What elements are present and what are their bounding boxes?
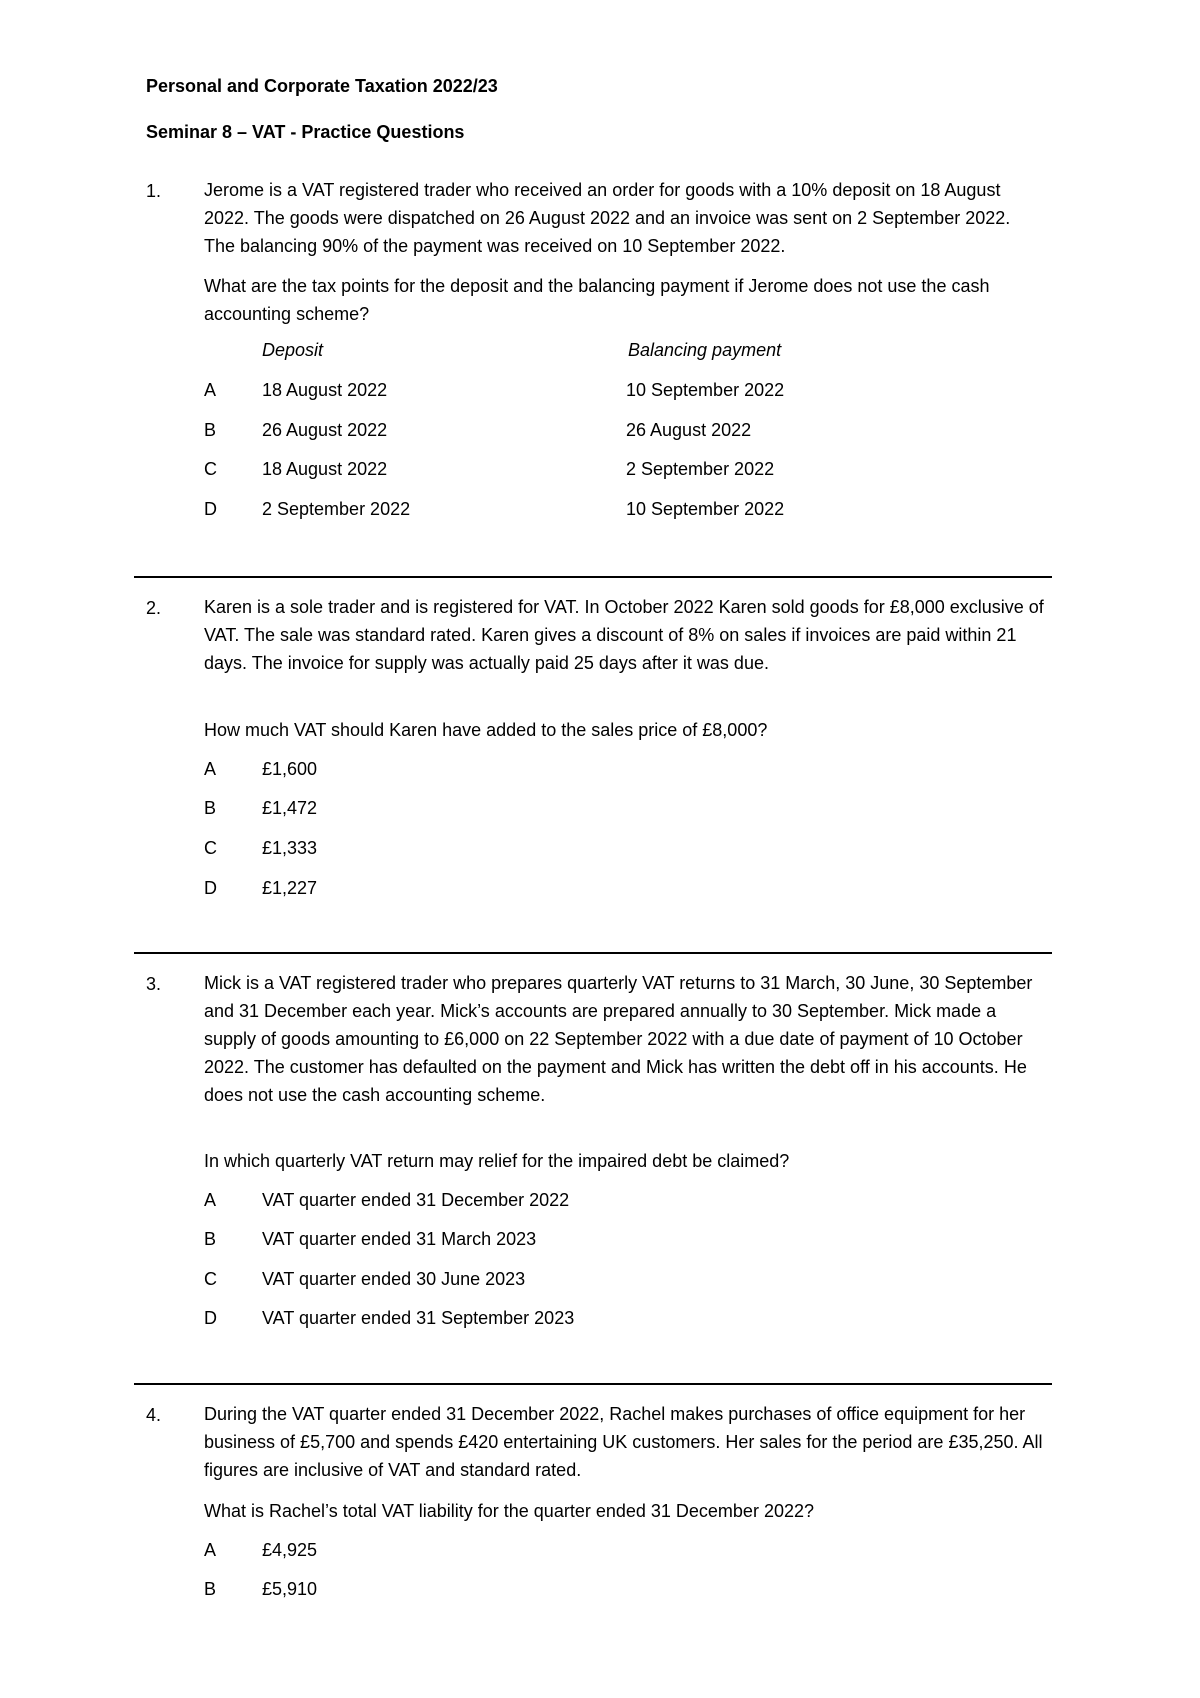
document-subtitle: Seminar 8 – VAT - Practice Questions (146, 122, 465, 142)
question-1-option-c-letter: C (204, 459, 217, 479)
question-2-option-d-value: £1,227 (262, 878, 318, 898)
question-3-prompt: In which quarterly VAT return may relief for the impaired debt be claimed? (204, 1151, 790, 1171)
question-3-option-d-value: VAT quarter ended 31 September 2023 (262, 1308, 575, 1328)
question-2-prompt: How much VAT should Karen have added to the sales price of £8,000? (204, 720, 768, 740)
section-divider (134, 576, 1052, 578)
question-1-balancing-header: Balancing payment (628, 340, 782, 360)
question-1-option-b-deposit: 26 August 2022 (262, 420, 388, 440)
question-1-option-a-balancing: 10 September 2022 (626, 380, 785, 400)
question-4-option-b-letter: B (204, 1579, 217, 1599)
question-2-option-d-letter: D (204, 878, 217, 898)
section-divider (134, 1383, 1052, 1385)
question-2-option-a-letter: A (204, 759, 217, 779)
question-1-option-d-balancing: 10 September 2022 (626, 499, 785, 519)
question-1-option-a-deposit: 18 August 2022 (262, 380, 388, 400)
section-divider (134, 952, 1052, 954)
question-2-text: Karen is a sole trader and is registered for VAT. In October 2022 Karen sold goods for £8,000 exclusive of VAT. The sale was standard rated. Karen gives a discount of 8% on sales if invoices are paid within 21 days. The invoice for supply was actually paid 25 days after it was due. (204, 597, 1044, 673)
question-4-number: 4. (146, 1405, 162, 1425)
question-2-option-b-value: £1,472 (262, 798, 318, 818)
question-4-option-a-value: £4,925 (262, 1540, 318, 1560)
question-1-option-c-balancing: 2 September 2022 (626, 459, 775, 479)
question-2-option-c-letter: C (204, 838, 217, 858)
question-1-option-d-letter: D (204, 499, 217, 519)
question-4-option-b-value: £5,910 (262, 1579, 318, 1599)
question-2-option-b-letter: B (204, 798, 217, 818)
question-1-number: 1. (146, 181, 162, 201)
question-2-number: 2. (146, 598, 162, 618)
question-1-prompt: What are the tax points for the deposit and the balancing payment if Jerome does not use the cash accounting scheme? (204, 276, 990, 324)
question-3-option-d-letter: D (204, 1308, 217, 1328)
question-1-deposit-header: Deposit (262, 340, 324, 360)
question-3-option-c-value: VAT quarter ended 30 June 2023 (262, 1269, 526, 1289)
question-1-option-a-letter: A (204, 380, 217, 400)
question-1-option-c-deposit: 18 August 2022 (262, 459, 388, 479)
question-3-option-a-value: VAT quarter ended 31 December 2022 (262, 1190, 570, 1210)
question-3-number: 3. (146, 974, 162, 994)
question-2-option-a-value: £1,600 (262, 759, 318, 779)
question-3-option-a-letter: A (204, 1190, 217, 1210)
question-1-option-b-letter: B (204, 420, 217, 440)
question-4-option-a-letter: A (204, 1540, 217, 1560)
question-1-option-b-balancing: 26 August 2022 (626, 420, 752, 440)
document-title: Personal and Corporate Taxation 2022/23 (146, 76, 498, 96)
question-1-text: Jerome is a VAT registered trader who received an order for goods with a 10% deposit on 18 August 2022. The goods were dispatched on 26 August 2022 and an invoice was sent on 2 September 2022. The balancing 90% of the payment was received on 10 September 2022. (204, 180, 1011, 256)
question-3-option-b-value: VAT quarter ended 31 March 2023 (262, 1229, 537, 1249)
question-3-option-b-letter: B (204, 1229, 217, 1249)
question-4-text: During the VAT quarter ended 31 December 2022, Rachel makes purchases of office equipment for her business of £5,700 and spends £420 entertaining UK customers. Her sales for the period are £35,250. All figures are inclusive of VAT and standard rated. (204, 1404, 1043, 1480)
question-3-text: Mick is a VAT registered trader who prepares quarterly VAT returns to 31 March, 30 June, 30 September and 31 December each year. Mick’s accounts are prepared annually to 30 September. Mick made a supply of goods amounting to £6,000 on 22 September 2022 with a due date of payment of 10 October 2022. The customer has defaulted on the payment and Mick has written the debt off in his accounts. He does not use the cash accounting scheme. (204, 973, 1033, 1105)
question-2-option-c-value: £1,333 (262, 838, 318, 858)
question-1-option-d-deposit: 2 September 2022 (262, 499, 411, 519)
question-3-option-c-letter: C (204, 1269, 217, 1289)
question-4-prompt: What is Rachel’s total VAT liability for the quarter ended 31 December 2022? (204, 1501, 814, 1521)
